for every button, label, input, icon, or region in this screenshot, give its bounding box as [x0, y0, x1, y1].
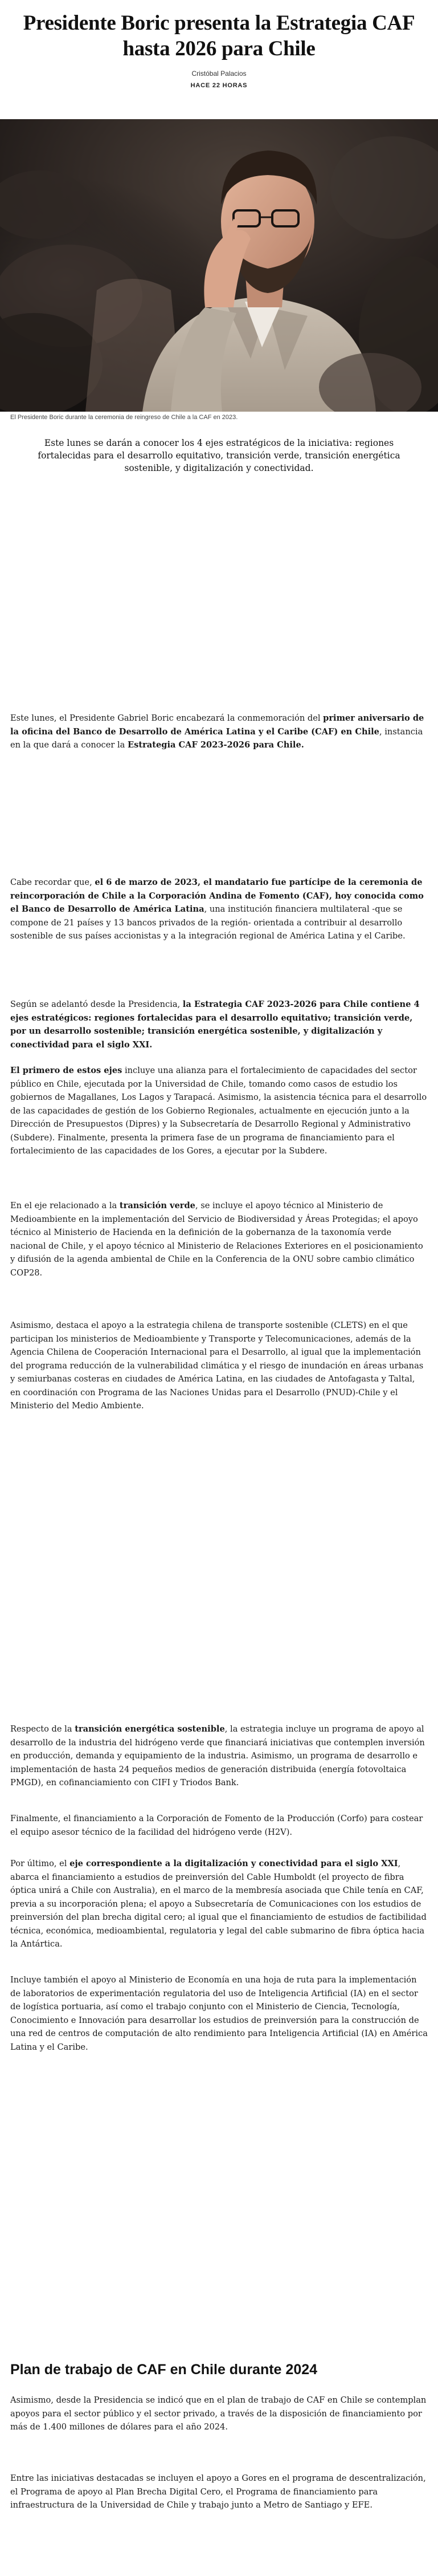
p4-bold-a: El primero de estos ejes	[10, 1066, 122, 1075]
publish-time: HACE 22 HORAS	[190, 82, 248, 89]
p1-text-b: , instancia en la que dará a conocer la	[10, 726, 423, 750]
article-lead: Este lunes se darán a conocer los 4 ejes estratégicos de la iniciativa: regiones fortalecidas para el desarrollo equitativo, transición verde, transición energética sostenible, y digitalización y conectividad.	[38, 438, 400, 473]
paragraph-9	[10, 1857, 428, 1951]
p12-text-a: Entre las iniciativas destacadas se incluyen el apoyo a Gores en el programa de descentralización, el Programa de apoyo al Plan Brecha Digital Cero, el Programa de financiamiento para infraestructura de la Universidad de Chile y trabajo junto a Metro de Santiago y EFE.	[10, 2473, 426, 2510]
paragraph-4	[10, 1064, 428, 1158]
paragraph-2	[10, 876, 428, 943]
p1-bold-b: Estrategia CAF 2023-2026 para Chile.	[127, 740, 304, 750]
paragraph-1	[10, 712, 428, 752]
p7-text-b: , la estrategia incluye un programa de apoyo al desarrollo de la industria del hidrógeno verde que financiará iniciativas que contemplen inversión en producción, demanda y equipamiento de la industria. Asimismo, un programa de desarrollo e implementación de hasta 24 pequeños medios de generación distribuida (energía fotovoltaica PMGD), en cofinanciamiento con CIFI y Triodos Bank.	[10, 1724, 425, 1787]
hero-caption: El Presidente Boric durante la ceremonia de reingreso de Chile a la CAF en 2023.	[10, 414, 238, 421]
p5-text-a: En el eje relacionado a la	[10, 1201, 120, 1210]
p9-text-b: , abarca el financiamiento a estudios de preinversión del Cable Humboldt (el proyecto de fibra óptica unirá a Chile con Australia), en el marco de la membresía asociada que Chile tenía en CAF, previa a su incorporación plena; el apoyo a Subsecretaría de Comunicaciones con los estudios de preinversión del plan brecha digital cero; al igual que el financiamiento de estudios de factibilidad técnica, económica, medioambiental, regulatoria y legal del cable submarino de fibra óptica hacia la Antártica.	[10, 1859, 427, 1949]
p1-bold-a: primer aniversario de la oficina del Banco de Desarrollo de América Latina y el Caribe (CAF) en Chile	[10, 713, 424, 737]
p8-text-a: Finalmente, el financiamiento a la Corporación de Fomento de la Producción (Corfo) para costear el equipo asesor técnico de la facilidad del hidrógeno verde (H2V).	[10, 1814, 423, 1837]
paragraph-6	[10, 1319, 428, 1413]
paragraph-8	[10, 1812, 428, 1839]
p6-text-a: Asimismo, destaca el apoyo a la estrategia chilena de transporte sostenible (CLETS) en el que participan los ministerios de Medioambiente y Transporte y Telecomunicaciones, además de la Agencia Chilena de Cooperación Internacional para el Desarrollo, al igual que la implementación del programa reducción de la vulnerabilidad climática y el riesgo de inundación en áreas urbanas y semiurbanas costeras en ciudades de América Latina, en las ciudades de Antofagasta y Taltal, en coordinación con Programa de las Naciones Unidas para el Desarrollo (PNUD)-Chile y el Ministerio del Medio Ambiente.	[10, 1320, 424, 1411]
p2-bold-a: el 6 de marzo de 2023, el mandatario fue partícipe de la ceremonia de reincorporación de Chile a la Corporación Andina de Fomento (CAF), hoy conocida como el Banco de Desarrollo de América Latina	[10, 877, 424, 914]
paragraph-7	[10, 1722, 428, 1790]
p9-text-a: Por último, el	[10, 1859, 70, 1868]
article-title: Presidente Boric presenta la Estrategia CAF hasta 2026 para Chile	[23, 11, 415, 60]
p2-text-b: , una institución financiera multilateral -que se compone de 21 países y 13 bancos privados de la región- orientada a contribuir al desarrollo sostenible de sus países accionistas y a la integración regional de América Latina y el Caribe.	[10, 904, 406, 941]
paragraph-3	[10, 998, 428, 1051]
p7-text-a: Respecto de la	[10, 1724, 75, 1734]
paragraph-10	[10, 1973, 428, 2054]
p7-bold-a: transición energética sostenible	[75, 1724, 225, 1734]
paragraph-12	[10, 2472, 428, 2512]
p4-text-a: incluye una alianza para el fortalecimiento de capacidades del sector público en Chile, ejecutada por la Universidad de Chile, tomando como casos de estudio los gobiernos de Magallanes, Los Lagos y Tarapacá. Asimismo, la asistencia técnica para el desarrollo de las capacidades de gestión de los Gobierno Regionales, actualmente en ejecución junto a la Dirección de Presupuestos (Dipres) y la Subsecretaría de Desarrollo Regional y Administrativo (Subdere). Finalmente, presenta la primera fase de un programa de financiamiento para el fortalecimiento de las capacidades de los Gores, a ejecutar por la Subdere.	[10, 1066, 427, 1156]
p5-text-b: , se incluye el apoyo técnico al Ministerio de Medioambiente en la implementación del Servicio de Biodiversidad y Áreas Protegidas; el apoyo técnico al Ministerio de Hacienda en la definición de la gobernanza de la taxonomía verde nacional de Chile, y el apoyo técnico al Ministerio de Relaciones Exteriores en el posicionamiento y difusión de la agenda ambiental de Chile en la Conferencia de la ONU sobre cambio climático COP28.	[10, 1201, 423, 1278]
p10-text-a: Incluye también el apoyo al Ministerio de Economía en una hoja de ruta para la implementación de laboratorios de experimentación regulatoria del uso de Inteligencia Artificial (IA) en el sector de logística portuaria, así como el trabajo conjunto con el Ministerio de Ciencia, Tecnología, Conocimiento e Innovación para desarrollar los estudios de preinversión para la construcción de una red de centros de computación de alto rendimiento para Inteligencia Artificial (IA) en América Latina y el Caribe.	[10, 1975, 428, 2052]
paragraph-11	[10, 2394, 428, 2434]
p11-text-a: Asimismo, desde la Presidencia se indicó que en el plan de trabajo de CAF en Chile se contemplan apoyos para el sector público y el sector privado, a través de la disposición de financiamiento por más de 1.400 millones de dólares para el año 2024.	[10, 2395, 427, 2432]
p2-text-a: Cabe recordar que,	[10, 877, 95, 887]
p1-text-a: Este lunes, el Presidente Gabriel Boric encabezará la conmemoración del	[10, 713, 324, 723]
paragraph-5	[10, 1199, 428, 1279]
author-name[interactable]: Cristóbal Palacios	[191, 70, 247, 78]
p3-bold-a: la Estrategia CAF 2023-2026 para Chile contiene 4 ejes estratégicos: regiones fortalecidas para el desarrollo equitativo; transición verde, por un desarrollo sostenible; transición energética sostenible, y digitalización y conectividad para el siglo XXI.	[10, 999, 420, 1050]
p3-text-a: Según se adelantó desde la Presidencia,	[10, 999, 183, 1009]
p5-bold-a: transición verde	[119, 1201, 195, 1210]
hero-photo-illustration	[0, 119, 438, 412]
section-heading-plan-2024: Plan de trabajo de CAF en Chile durante 2024	[10, 2362, 318, 2378]
p9-bold-a: eje correspondiente a la digitalización y conectividad para el siglo XXI	[69, 1859, 398, 1868]
hero-image	[0, 119, 438, 412]
article-header	[0, 0, 438, 89]
